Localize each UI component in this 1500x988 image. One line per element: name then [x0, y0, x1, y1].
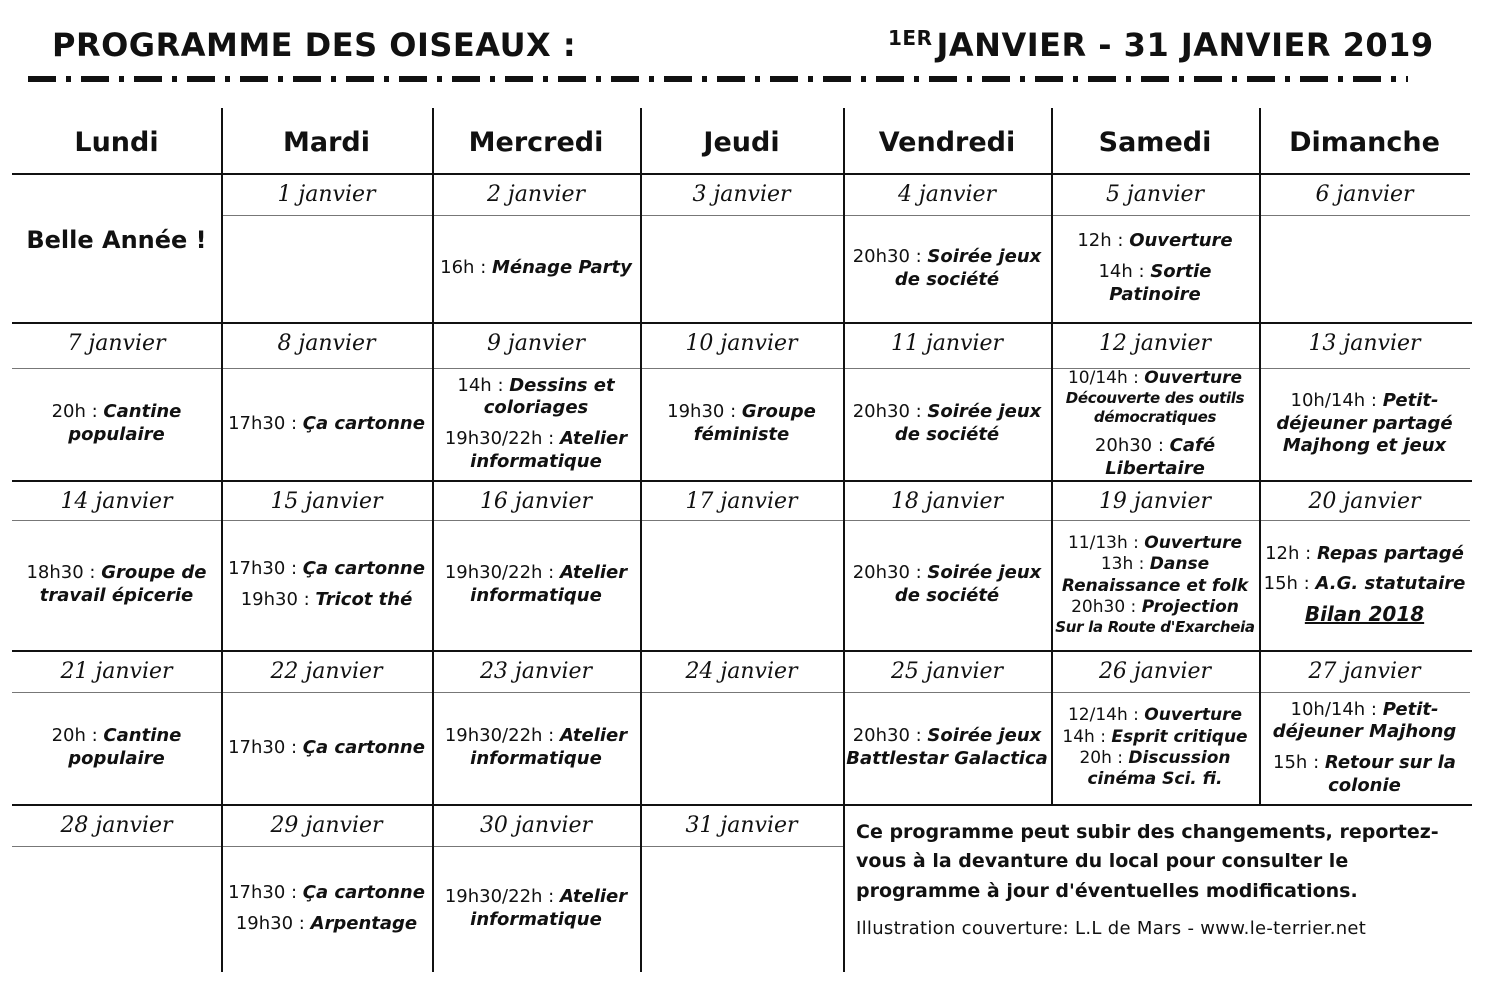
cell-date: 14 janvier	[60, 488, 173, 514]
cell-date: 28 janvier	[60, 812, 173, 838]
event-time: 20h30	[1071, 596, 1126, 617]
event-item	[642, 401, 841, 446]
event-time: 17h30	[228, 412, 286, 434]
event-name: Groupe féministe	[693, 401, 816, 445]
cell-content	[223, 846, 430, 972]
event-item	[1053, 261, 1257, 306]
day-header-0: Lundi	[74, 126, 159, 158]
event-item	[1053, 748, 1257, 791]
event-separator: :	[85, 725, 104, 747]
cell-date: 23 janvier	[479, 658, 593, 684]
cell-date: 18 janvier	[890, 488, 1004, 514]
event-name: Ça cartonne	[302, 558, 425, 580]
event-separator: :	[909, 725, 928, 747]
event-time: 19h30/22h	[444, 725, 543, 747]
event-item	[434, 428, 638, 473]
event-time: 14h	[1098, 261, 1133, 283]
event-time: 19h30	[235, 913, 294, 934]
cell-content	[434, 846, 638, 972]
cell-date: 29 janvier	[270, 812, 383, 838]
cell-content	[642, 846, 841, 972]
cell-date: 9 janvier	[486, 330, 586, 356]
event-time: 20h	[51, 725, 86, 747]
event-item	[1053, 435, 1257, 480]
cell-content	[1053, 215, 1257, 322]
event-item	[434, 886, 638, 931]
cell-content	[1261, 692, 1468, 804]
cell-date: 27 janvier	[1308, 658, 1421, 684]
greeting-text: Belle Année !	[26, 225, 207, 254]
cell-content	[14, 846, 219, 972]
event-separator: :	[542, 428, 560, 449]
event-item	[440, 257, 632, 280]
cell-date: 13 janvier	[1308, 330, 1421, 356]
cell-date: 31 janvier	[685, 812, 798, 838]
event-separator: :	[293, 913, 311, 934]
event-time: 17h30	[228, 882, 286, 904]
cell-date: 5 janvier	[1105, 181, 1205, 207]
cell-date: 12 janvier	[1098, 330, 1212, 356]
event-item	[1261, 390, 1468, 458]
cell-content	[642, 215, 841, 322]
cell-date: 10 janvier	[685, 330, 798, 356]
event-separator: :	[1127, 705, 1145, 726]
event-name: Ça cartonne	[302, 412, 425, 434]
event-name: A.G. statutaire	[1315, 573, 1466, 595]
cell-content	[14, 180, 219, 300]
event-name: Petit-déjeuner partagé Majhong et jeux	[1276, 389, 1453, 457]
event-name: Atelier informatique	[470, 886, 628, 930]
event-separator: :	[542, 725, 560, 747]
event-item	[434, 725, 638, 770]
cell-date: 26 janvier	[1098, 658, 1212, 684]
event-name: Sortie Patinoire	[1109, 261, 1212, 305]
day-header-3: Jeudi	[703, 126, 780, 158]
cell-content	[223, 520, 430, 650]
event-separator: :	[1365, 389, 1383, 411]
event-name: Ouverture	[1144, 367, 1242, 388]
event-item	[1068, 533, 1242, 554]
cell-date: 21 janvier	[60, 658, 173, 684]
event-name: Danse Renaissance et folk	[1061, 554, 1249, 596]
event-time: 20h30	[852, 562, 910, 584]
event-name: Soirée jeux de société	[894, 245, 1042, 290]
event-name: Atelier informatique	[470, 725, 628, 769]
cell-content	[642, 520, 841, 650]
event-subtitle: Découverte des outils démocratiques	[1065, 389, 1245, 427]
cell-content	[14, 520, 219, 650]
event-name: Cantine populaire	[68, 401, 182, 445]
event-time: 15h	[1273, 752, 1308, 773]
event-name: Dessins et coloriages	[483, 374, 615, 419]
event-time: 20h30	[852, 725, 910, 747]
cell-content	[14, 368, 219, 480]
event-time: 14h	[457, 374, 492, 396]
day-header-1: Mardi	[283, 126, 370, 158]
event-name: Discussion cinéma Sci. fi.	[1087, 748, 1231, 790]
credits-text: Illustration couverture: L.L de Mars - www.le-terrier.net	[856, 918, 1367, 940]
event-subtitle: Sur la Route d'Exarcheia	[1055, 618, 1255, 637]
event-item	[228, 558, 425, 581]
event-time: 20h	[51, 401, 86, 423]
event-name: Ouverture	[1129, 230, 1233, 252]
page-title: PROGRAMME DES OISEAUX :	[52, 26, 577, 64]
event-separator: :	[285, 736, 303, 758]
event-name: Ça cartonne	[302, 736, 425, 758]
cell-date: 3 janvier	[692, 181, 791, 207]
cell-date: 16 janvier	[479, 488, 593, 514]
cell-content	[14, 692, 219, 804]
day-header-4: Vendredi	[878, 126, 1016, 158]
event-separator: :	[1111, 230, 1130, 252]
cell-content	[1053, 368, 1257, 480]
notice-box	[856, 818, 1476, 939]
cell-content	[1261, 520, 1468, 650]
cell-content	[845, 520, 1049, 650]
event-item	[434, 375, 638, 420]
day-header-5: Samedi	[1098, 126, 1212, 158]
event-separator: :	[1127, 367, 1145, 388]
event-separator: :	[909, 245, 928, 267]
event-time: 18h30	[26, 562, 84, 584]
event-time: 12h	[1077, 230, 1112, 252]
cell-date: 22 janvier	[270, 658, 383, 684]
event-item	[845, 401, 1049, 446]
highlight-text: Bilan 2018	[1304, 602, 1425, 627]
event-name: Ouverture	[1144, 532, 1242, 553]
event-item	[14, 562, 219, 607]
event-time: 19h30/22h	[444, 428, 543, 449]
cell-content	[223, 215, 430, 322]
cell-content	[642, 368, 841, 480]
cell-content	[845, 368, 1049, 480]
event-time: 10/14h	[1067, 367, 1128, 388]
event-time: 12h	[1265, 542, 1300, 564]
event-name: Esprit critique	[1111, 726, 1248, 747]
header-divider	[28, 76, 1408, 82]
cell-content	[845, 215, 1049, 322]
event-item	[1264, 573, 1466, 596]
event-time: 15h	[1263, 573, 1298, 595]
cell-date: 20 janvier	[1308, 488, 1421, 514]
event-separator: :	[1132, 261, 1151, 283]
event-separator: :	[909, 562, 928, 584]
date-range-sup: 1ER	[888, 26, 933, 50]
event-time: 19h30	[240, 589, 298, 610]
event-item	[1055, 597, 1255, 637]
event-item	[1053, 554, 1257, 597]
event-separator: :	[1365, 698, 1383, 720]
cell-date: 2 janvier	[486, 181, 586, 207]
event-separator: :	[1307, 752, 1325, 773]
event-separator: :	[1152, 434, 1170, 456]
cell-content	[434, 692, 638, 804]
cell-content	[223, 692, 430, 804]
event-separator: :	[474, 257, 492, 279]
event-name: Tricot thé	[315, 589, 413, 610]
event-item	[236, 913, 417, 936]
event-time: 19h30	[667, 401, 725, 423]
cell-date: 30 janvier	[479, 812, 593, 838]
cell-date: 25 janvier	[890, 658, 1004, 684]
event-separator: :	[909, 401, 928, 423]
event-item	[1261, 699, 1468, 744]
event-time: 10h/14h	[1290, 389, 1366, 411]
cell-content	[1053, 520, 1257, 650]
cell-date: 7 janvier	[67, 330, 166, 356]
event-item	[14, 401, 219, 446]
event-separator: :	[285, 558, 303, 580]
event-name: Café Libertaire	[1105, 434, 1216, 479]
event-separator: :	[542, 886, 560, 908]
event-separator: :	[724, 401, 742, 423]
cell-date: 11 janvier	[890, 330, 1004, 356]
event-time: 11/13h	[1067, 532, 1128, 553]
event-time: 20h30	[852, 401, 910, 423]
event-time: 17h30	[228, 558, 286, 580]
event-name: Groupe de travail épicerie	[39, 562, 207, 606]
cell-content	[1261, 215, 1468, 322]
event-item	[1062, 727, 1247, 748]
event-separator: :	[85, 401, 104, 423]
event-name: Soirée jeux Battlestar Galactica	[846, 725, 1048, 769]
event-time: 13h	[1100, 554, 1134, 575]
event-time: 10h/14h	[1290, 698, 1366, 720]
event-separator: :	[1094, 726, 1112, 747]
event-item	[228, 882, 425, 905]
cell-content	[223, 368, 430, 480]
event-item	[1265, 543, 1464, 566]
cell-date: 17 janvier	[685, 488, 798, 514]
event-name: Arpentage	[310, 913, 418, 934]
event-separator: :	[1133, 554, 1150, 575]
event-time: 20h	[1079, 748, 1112, 768]
event-separator: :	[491, 374, 510, 396]
event-item	[228, 737, 425, 760]
event-item	[1077, 230, 1232, 253]
event-name: Ouverture	[1144, 705, 1242, 726]
event-name: Atelier informatique	[470, 562, 628, 606]
event-separator: :	[1299, 542, 1317, 564]
event-name: Projection	[1141, 596, 1239, 617]
cell-date: 4 janvier	[897, 181, 997, 207]
event-separator: :	[542, 562, 560, 584]
cell-content	[1053, 692, 1257, 804]
cell-content	[845, 692, 1049, 804]
event-item	[845, 725, 1049, 770]
event-separator: :	[1125, 596, 1142, 617]
event-time: 12/14h	[1067, 705, 1128, 726]
cell-date: 19 janvier	[1098, 488, 1212, 514]
event-name: Atelier informatique	[470, 428, 628, 472]
event-time: 19h30/22h	[444, 886, 543, 908]
event-item	[1068, 705, 1242, 726]
date-range	[888, 26, 1434, 64]
event-item	[845, 562, 1049, 607]
event-time: 20h30	[852, 245, 910, 267]
cell-content	[434, 368, 638, 480]
event-separator: :	[297, 589, 316, 610]
event-name: Repas partagé	[1316, 542, 1464, 564]
event-item	[1261, 752, 1468, 797]
day-header-2: Mercredi	[468, 126, 604, 158]
cell-date: 8 janvier	[277, 330, 376, 356]
event-name: Petit-déjeuner Majhong	[1272, 698, 1457, 743]
event-separator: :	[1111, 748, 1129, 768]
event-separator: :	[1127, 532, 1145, 553]
date-range-text: JANVIER - 31 JANVIER 2019	[936, 26, 1434, 64]
event-name: Cantine populaire	[68, 725, 182, 769]
event-separator: :	[285, 882, 303, 904]
event-separator: :	[83, 562, 102, 584]
day-header-6: Dimanche	[1289, 126, 1440, 158]
cell-date: 6 janvier	[1315, 181, 1414, 207]
cell-content	[642, 692, 841, 804]
event-time: 19h30/22h	[444, 562, 543, 584]
notice-text: Ce programme peut subir des changements, reportez-vous à la devanture du local pour consulter le programme à jour d'éventuelles modifications.	[856, 821, 1439, 902]
event-name: Retour sur la colonie	[1324, 752, 1456, 796]
event-name: Ménage Party	[491, 257, 632, 279]
event-time: 14h	[1062, 726, 1095, 747]
cell-date: 24 janvier	[685, 658, 798, 684]
cell-date: 15 janvier	[270, 488, 383, 514]
event-time: 17h30	[228, 736, 286, 758]
event-item	[1053, 368, 1257, 427]
event-item	[228, 413, 425, 436]
event-name: Soirée jeux de société	[894, 401, 1042, 445]
event-item	[14, 725, 219, 770]
event-separator: :	[285, 412, 303, 434]
event-time: 16h	[440, 257, 475, 279]
cell-date: 1 janvier	[277, 181, 376, 207]
event-item	[845, 246, 1049, 291]
cell-content	[434, 520, 638, 650]
event-item	[241, 589, 413, 612]
cell-content	[434, 215, 638, 322]
event-item	[434, 562, 638, 607]
event-name: Soirée jeux de société	[894, 562, 1042, 606]
event-separator: :	[1297, 573, 1316, 595]
event-time: 20h30	[1094, 434, 1153, 456]
event-name: Ça cartonne	[302, 882, 425, 904]
cell-content	[1261, 368, 1468, 480]
